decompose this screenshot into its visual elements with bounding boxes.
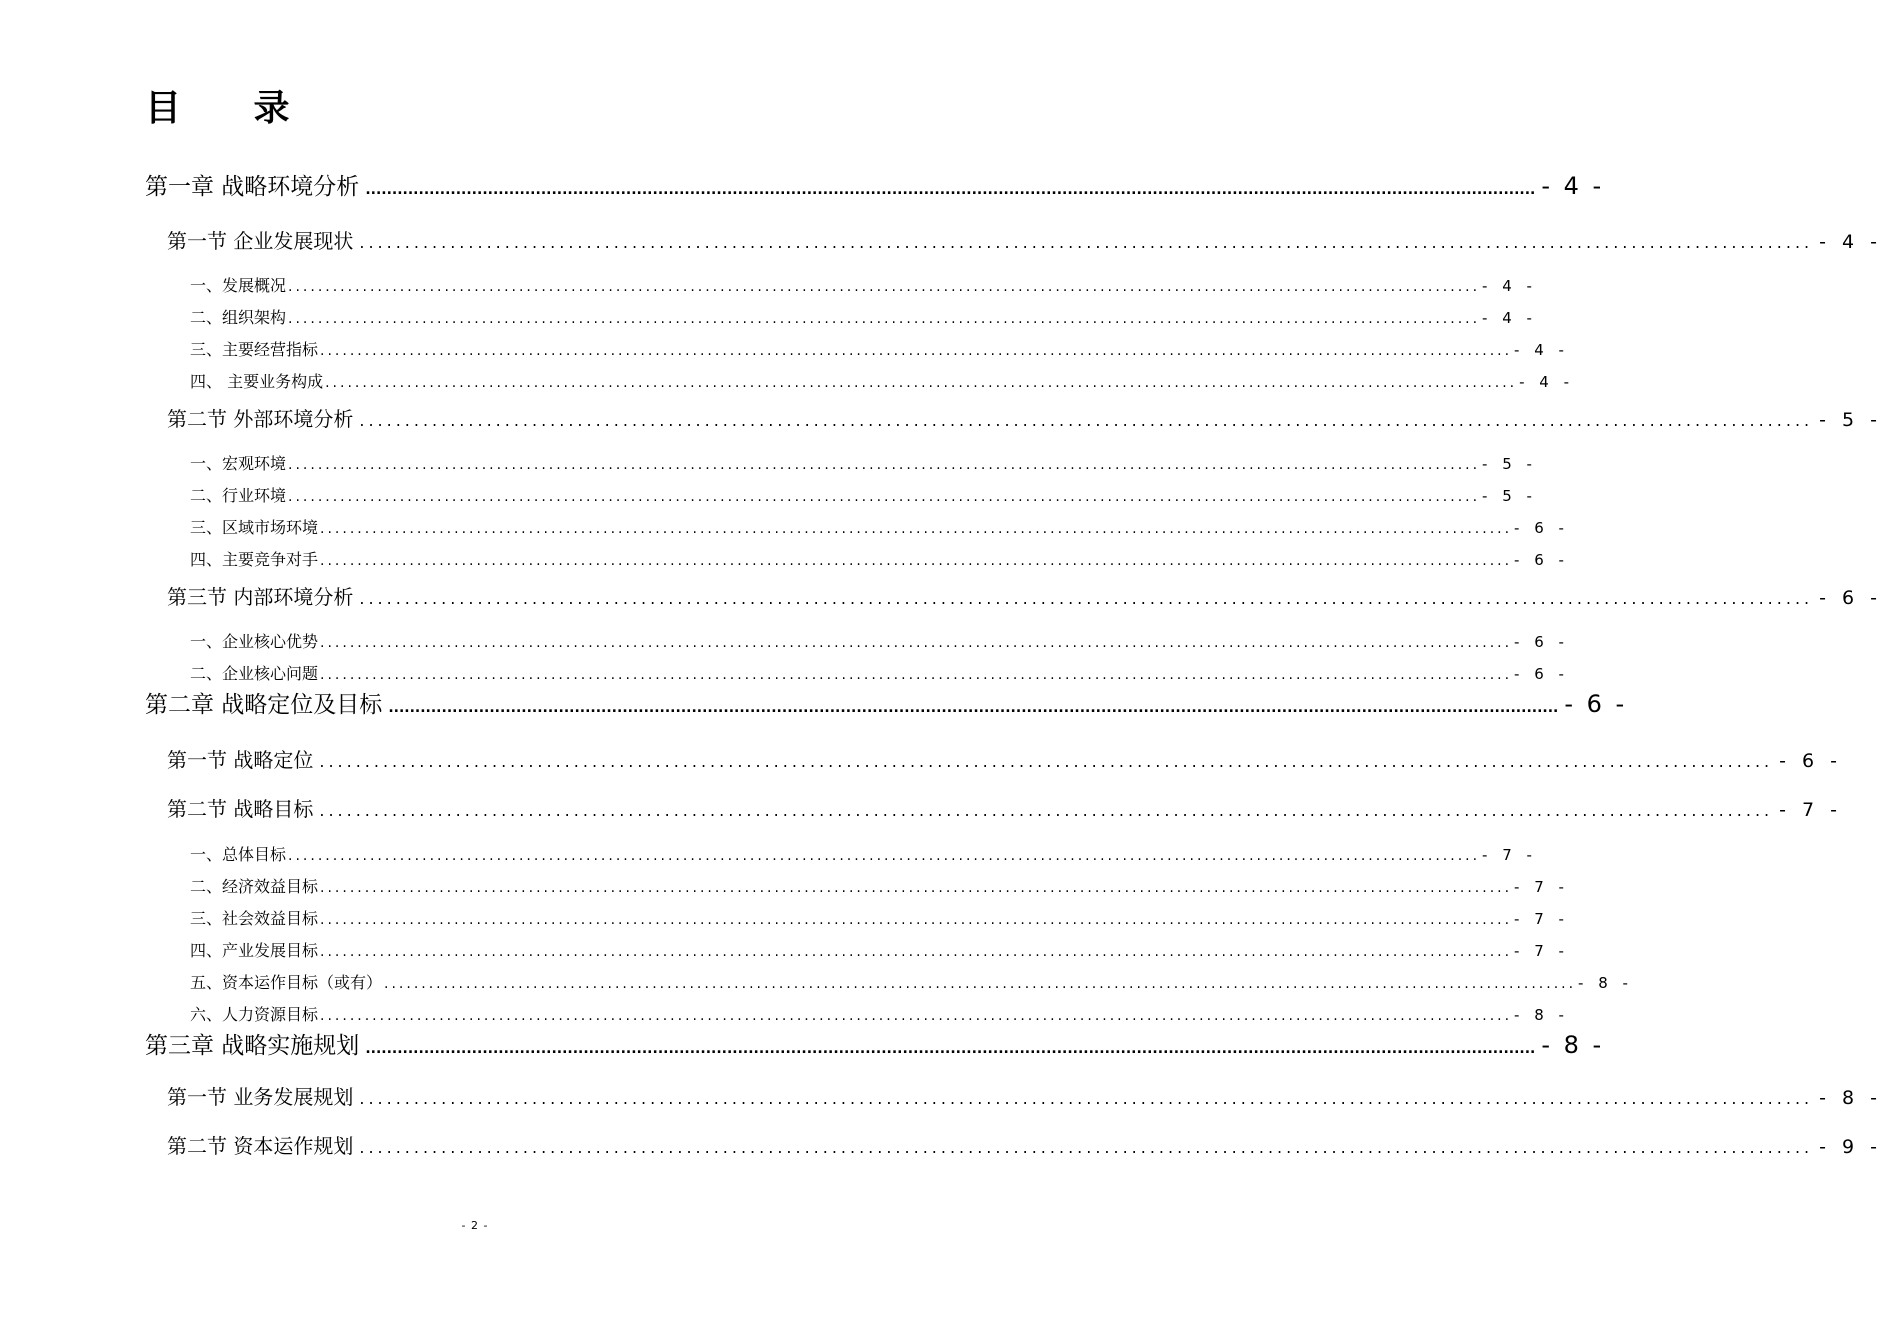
toc-dot-leader: ................................................................................................................................................................ bbox=[325, 375, 1518, 391]
page-title: 目 录 bbox=[145, 88, 320, 129]
toc-entry-page-number: - 7 - bbox=[1514, 942, 1569, 960]
toc-entry-item[interactable] bbox=[190, 517, 1569, 540]
toc-entry-page-number: - 8 - bbox=[1541, 1031, 1605, 1059]
page-number-footer: - 2 - bbox=[461, 1219, 489, 1232]
toc-entry-page-number: - 6 - bbox=[1514, 551, 1569, 569]
toc-entry-label: 二、行业环境 bbox=[190, 486, 287, 505]
toc-entry-page-number: - 7 - bbox=[1482, 846, 1537, 864]
toc-entry-page-number: - 6 - bbox=[1564, 690, 1628, 718]
toc-entry-item[interactable] bbox=[190, 307, 1537, 330]
toc-entry-item[interactable] bbox=[190, 844, 1537, 867]
toc-dot-leader: ................................................................................................................................................................ bbox=[288, 489, 1481, 505]
toc-entry-page-number: - 4 - bbox=[1482, 277, 1537, 295]
toc-dot-leader: ................................................................................................................................................................ bbox=[319, 801, 1774, 820]
toc-entry-item[interactable] bbox=[190, 908, 1569, 931]
toc-entry-page-number: - 8 - bbox=[1819, 1087, 1882, 1109]
toc-entry-label: 一、总体目标 bbox=[190, 845, 287, 864]
toc-entry-page-number: - 4 - bbox=[1514, 341, 1569, 359]
toc-entry-label: 六、人力资源目标 bbox=[190, 1005, 319, 1024]
toc-entry-item[interactable] bbox=[190, 876, 1569, 899]
toc-entry-page-number: - 5 - bbox=[1482, 455, 1537, 473]
toc-entry-section[interactable] bbox=[167, 405, 1882, 435]
toc-entry-label: 第一章 战略环境分析 bbox=[145, 174, 360, 200]
toc-dot-leader: ................................................................................................................................................................ bbox=[288, 457, 1481, 473]
toc-entry-label: 一、宏观环境 bbox=[190, 454, 287, 473]
toc-dot-leader: ................................................................................................................................................................ bbox=[288, 848, 1481, 864]
toc-entry-section[interactable] bbox=[167, 1083, 1882, 1113]
toc-entry-label: 第二节 外部环境分析 bbox=[167, 407, 354, 431]
toc-entry-page-number: - 4 - bbox=[1819, 231, 1882, 253]
toc-dot-leader: ................................................................................................................................................................ bbox=[319, 752, 1774, 771]
toc-entry-page-number: - 4 - bbox=[1482, 309, 1537, 327]
toc-entry-page-number: - 7 - bbox=[1514, 878, 1569, 896]
toc-entry-label: 四、产业发展目标 bbox=[190, 941, 319, 960]
toc-dot-leader: ................................................................................................................................................................ bbox=[320, 635, 1513, 651]
toc-dot-leader: ............................................................................................................................................................................................................................ bbox=[365, 1041, 1536, 1057]
toc-entry-page-number: - 7 - bbox=[1514, 910, 1569, 928]
toc-entry-page-number: - 5 - bbox=[1819, 409, 1882, 431]
toc-entry-item[interactable] bbox=[190, 275, 1537, 298]
toc-entry-label: 一、发展概况 bbox=[190, 276, 287, 295]
toc-dot-leader: ................................................................................................................................................................ bbox=[288, 311, 1481, 327]
toc-entry-item[interactable] bbox=[190, 485, 1537, 508]
toc-entry-label: 二、企业核心问题 bbox=[190, 664, 319, 683]
toc-entry-label: 三、主要经营指标 bbox=[190, 340, 319, 359]
toc-entry-item[interactable] bbox=[190, 549, 1569, 572]
toc-dot-leader: ................................................................................................................................................................ bbox=[359, 233, 1814, 252]
toc-entry-item[interactable] bbox=[190, 371, 1575, 394]
toc-entry-chapter[interactable] bbox=[145, 688, 1628, 724]
toc-dot-leader: ................................................................................................................................................................ bbox=[359, 589, 1814, 608]
toc-entry-label: 第一节 战略定位 bbox=[167, 748, 314, 772]
toc-entry-section[interactable] bbox=[167, 227, 1882, 257]
toc-entry-item[interactable] bbox=[190, 453, 1537, 476]
toc-entry-chapter[interactable] bbox=[145, 170, 1605, 206]
toc-dot-leader: ................................................................................................................................................................ bbox=[384, 976, 1577, 992]
toc-entry-label: 四、主要竞争对手 bbox=[190, 550, 319, 569]
toc-entry-label: 第一节 企业发展现状 bbox=[167, 229, 354, 253]
toc-entry-page-number: - 6 - bbox=[1514, 633, 1569, 651]
toc-dot-leader: ................................................................................................................................................................ bbox=[320, 521, 1513, 537]
toc-dot-leader: ................................................................................................................................................................ bbox=[359, 411, 1814, 430]
toc-entry-page-number: - 8 - bbox=[1578, 974, 1633, 992]
toc-entry-page-number: - 5 - bbox=[1482, 487, 1537, 505]
toc-dot-leader: ................................................................................................................................................................ bbox=[359, 1138, 1814, 1157]
toc-dot-leader: ................................................................................................................................................................ bbox=[320, 944, 1513, 960]
toc-entry-label: 三、区域市场环境 bbox=[190, 518, 319, 537]
toc-entry-section[interactable] bbox=[167, 795, 1842, 825]
toc-entry-section[interactable] bbox=[167, 583, 1882, 613]
toc-entry-page-number: - 8 - bbox=[1514, 1006, 1569, 1024]
toc-dot-leader: ................................................................................................................................................................ bbox=[320, 912, 1513, 928]
toc-entry-section[interactable] bbox=[167, 746, 1842, 776]
toc-entry-chapter[interactable] bbox=[145, 1029, 1605, 1065]
toc-entry-page-number: - 4 - bbox=[1519, 373, 1575, 391]
toc-entry-item[interactable] bbox=[190, 940, 1569, 963]
toc-entry-page-number: - 9 - bbox=[1819, 1136, 1882, 1158]
toc-entry-label: 三、社会效益目标 bbox=[190, 909, 319, 928]
toc-entry-label: 二、经济效益目标 bbox=[190, 877, 319, 896]
toc-dot-leader: ................................................................................................................................................................ bbox=[320, 667, 1513, 683]
toc-entry-item[interactable] bbox=[190, 339, 1569, 362]
toc-entry-page-number: - 4 - bbox=[1541, 172, 1605, 200]
toc-entry-page-number: - 6 - bbox=[1819, 587, 1882, 609]
toc-entry-page-number: - 6 - bbox=[1779, 750, 1842, 772]
toc-entry-label: 第一节 业务发展规划 bbox=[167, 1085, 354, 1109]
toc-dot-leader: ................................................................................................................................................................ bbox=[320, 880, 1513, 896]
toc-dot-leader: ............................................................................................................................................................................................................................ bbox=[365, 182, 1536, 198]
toc-entry-label: 第二节 战略目标 bbox=[167, 797, 314, 821]
toc-entry-label: 四、 主要业务构成 bbox=[190, 372, 324, 391]
toc-dot-leader: ................................................................................................................................................................ bbox=[320, 553, 1513, 569]
toc-entry-item[interactable] bbox=[190, 1004, 1569, 1027]
toc-dot-leader: ............................................................................................................................................................................................................................ bbox=[388, 700, 1559, 716]
toc-entry-label: 第二节 资本运作规划 bbox=[167, 1134, 354, 1158]
toc-entry-label: 第三节 内部环境分析 bbox=[167, 585, 354, 609]
toc-entry-label: 第二章 战略定位及目标 bbox=[145, 692, 383, 718]
toc-entry-item[interactable] bbox=[190, 663, 1569, 686]
toc-dot-leader: ................................................................................................................................................................ bbox=[288, 279, 1481, 295]
toc-entry-label: 五、资本运作目标（或有） bbox=[190, 973, 383, 992]
toc-entry-page-number: - 7 - bbox=[1779, 799, 1842, 821]
toc-entry-label: 二、组织架构 bbox=[190, 308, 287, 327]
toc-dot-leader: ................................................................................................................................................................ bbox=[320, 1008, 1513, 1024]
toc-entry-page-number: - 6 - bbox=[1514, 519, 1569, 537]
toc-entry-section[interactable] bbox=[167, 1132, 1882, 1162]
toc-entry-item[interactable] bbox=[190, 631, 1569, 654]
toc-entry-page-number: - 6 - bbox=[1514, 665, 1569, 683]
toc-dot-leader: ................................................................................................................................................................ bbox=[320, 343, 1513, 359]
toc-entry-label: 一、企业核心优势 bbox=[190, 632, 319, 651]
toc-dot-leader: ................................................................................................................................................................ bbox=[359, 1089, 1814, 1108]
toc-entry-item[interactable] bbox=[190, 972, 1633, 995]
toc-entry-label: 第三章 战略实施规划 bbox=[145, 1033, 360, 1059]
